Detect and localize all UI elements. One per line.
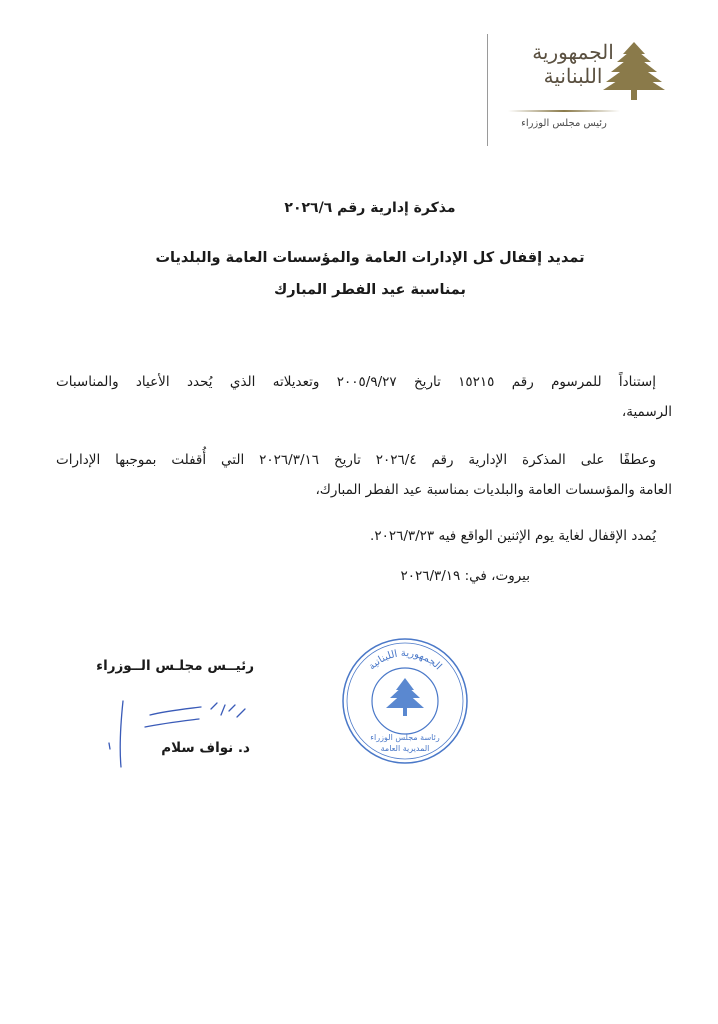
signatory-name: د. نواف سلام (161, 740, 250, 756)
memo-title: مذكرة إدارية رقم ٢٠٢٦/٦ (284, 200, 456, 216)
stamp-inner-text-1: رئاسة مجلس الوزراء (370, 733, 440, 742)
country-line2: اللبنانية (543, 64, 603, 88)
paragraph-1-line-1: إستناداً للمرسوم رقم ١٥٢١٥ تاريخ ٢٠٠٥/٩/٢٧ وتعديلاته الذي يُحدد الأعياد والمناسبات (56, 374, 656, 390)
handwritten-signature (105, 695, 255, 770)
letterhead-rule (508, 110, 620, 112)
stamp-outer-text: الجمهورية اللبنانية (366, 647, 444, 673)
signatory-role: رئيــس مجلـس الــوزراء (96, 658, 254, 674)
stamp-inner-text-2: المديرية العامة (380, 744, 430, 753)
paragraph-1-line-2: الرسمية، (621, 404, 672, 420)
official-stamp (340, 636, 470, 766)
paragraph-2-line-2: العامة والمؤسسات العامة والبلديات بمناسبة عيد الفطر المبارك، (315, 482, 672, 498)
place-date: بيروت، في: ٢٠٢٦/٣/١٩ (400, 568, 530, 584)
country-name (508, 40, 638, 88)
letterhead-divider (487, 34, 488, 146)
office-name: رئيس مجلس الوزراء (521, 118, 607, 129)
memo-subject-line1: تمديد إقفال كل الإدارات العامة والمؤسسات العامة والبلديات (155, 250, 585, 266)
paragraph-3: يُمدد الإقفال لغاية يوم الإثنين الواقع فيه ٢٠٢٦/٣/٢٣. (370, 528, 656, 544)
memo-subject-line2: بمناسبة عيد الفطر المبارك (274, 282, 466, 298)
svg-text:الجمهورية اللبنانية (367, 648, 444, 672)
paragraph-2-line-1: وعطفًا على المذكرة الإدارية رقم ٢٠٢٦/٤ تاريخ ٢٠٢٦/٣/١٦ التي أُقفلت بموجبها الإدارات (56, 452, 656, 468)
country-line1: الجمهورية (532, 40, 614, 64)
